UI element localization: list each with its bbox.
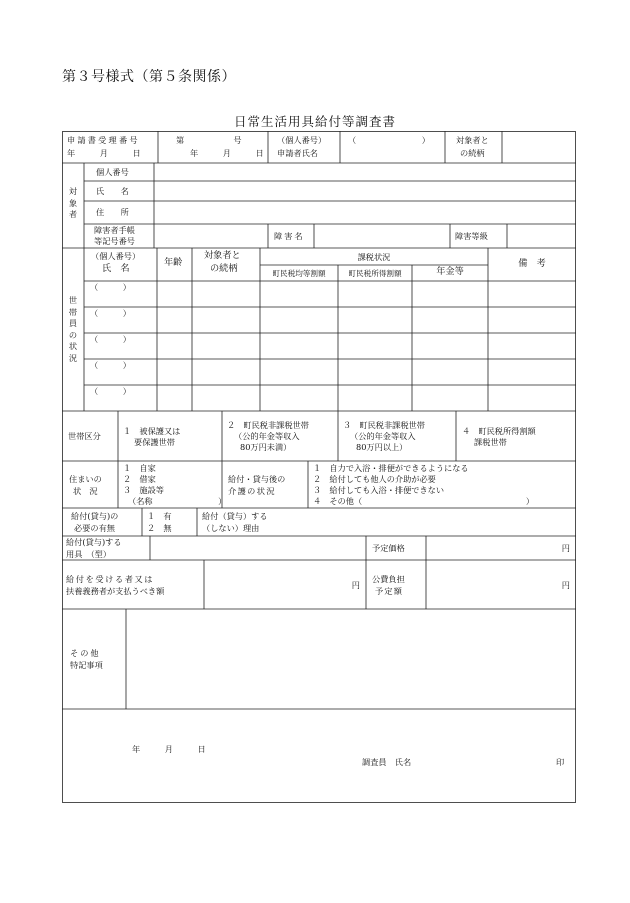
relation-label-1: 対象者と [456, 135, 489, 145]
housing-option-3: ３ 施設等 [123, 485, 164, 495]
applicant-name-label: 申請者氏名 [277, 148, 318, 158]
category-option-2b: （公的年金等収入 [234, 431, 300, 441]
care-status-label-1: 給付・貸与後の [228, 474, 286, 484]
receipt-date-field: 年 月 日 [190, 148, 264, 158]
category-option-4b: 課税世帯 [474, 437, 507, 447]
facility-name-field: （名称 ） [128, 496, 227, 506]
grant-need-label-1: 給付(貸与)の [71, 511, 119, 521]
household-row-5-paren: （ ） [90, 386, 131, 396]
housing-label-2: 状 況 [73, 486, 98, 496]
category-option-1a: １ 被保護又は [123, 426, 181, 436]
grant-item-label-1: 給付(貸与)する [66, 537, 122, 547]
applicant-personal-number-label: （個人番号） [277, 135, 327, 145]
grant-need-label-2: 必要の有無 [74, 523, 115, 533]
grant-item-label-2: 用具 （型） [66, 549, 112, 559]
col-notes: 備 考 [518, 258, 546, 269]
col-personal-number: （個人番号） [91, 251, 141, 261]
household-row-3-paren: （ ） [90, 334, 131, 344]
col-age: 年齢 [164, 257, 183, 268]
payment-yen: 円 [351, 580, 360, 590]
col-relation-1: 対象者と [204, 250, 241, 261]
form-number-heading: 第３号様式（第５条関係） [62, 69, 236, 85]
category-option-3a: ３ 町民税非課税世帯 [343, 420, 425, 430]
public-burden-label-1: 公費負担 [372, 574, 405, 584]
housing-label-1: 住まいの [69, 474, 102, 484]
survey-form [62, 131, 576, 803]
grant-reason-label-1: 給付（貸与）する [202, 511, 268, 521]
care-status-label-2: 介護の状況 [228, 486, 276, 496]
housing-option-1: １ 自家 [123, 463, 156, 473]
household-row-2-paren: （ ） [90, 308, 131, 318]
public-burden-label-2: 予定額 [375, 586, 404, 596]
handbook-label-2: 等記号番号 [94, 236, 135, 246]
col-tax-status: 課税状況 [357, 252, 391, 262]
care-option-3: ３ 給付しても入浴・排便できない [313, 485, 445, 495]
care-option-1: １ 自力で入浴・排便ができるようになる [313, 463, 469, 473]
col-tax-equal: 町民税均等割額 [272, 269, 326, 278]
col-relation-2: の続柄 [210, 263, 238, 274]
subject-address-label: 住 所 [96, 207, 129, 217]
category-option-4a: ４ 町民税所得割額 [462, 426, 536, 436]
handbook-label-1: 障害者手帳 [94, 225, 135, 235]
receipt-no-field: 第 号 [176, 135, 242, 145]
disability-grade-label: 障害等級 [455, 231, 488, 241]
household-row-1-paren: （ ） [90, 282, 131, 292]
subject-name-label: 氏 名 [96, 186, 129, 196]
payment-label-2: 扶養義務者が支払うべき額 [66, 586, 165, 596]
applicant-paren: （ ） [348, 135, 430, 145]
relation-label-2: の続柄 [460, 148, 485, 158]
disability-name-label: 障害名 [274, 231, 305, 241]
col-name: 氏 名 [102, 263, 130, 274]
payment-label-1: 給付を受ける者又は [66, 574, 155, 584]
document-title: 日常生活用具給付等調査書 [233, 114, 396, 129]
col-pension: 年金等 [436, 266, 464, 277]
grant-no-option: ２ 無 [147, 523, 172, 533]
category-option-3b: （公的年金等収入 [350, 431, 416, 441]
category-option-2c: 80万円未満） [240, 442, 292, 452]
care-option-4: ４ その他（ ） [313, 496, 535, 506]
subject-side-label: 対象者 [68, 186, 78, 219]
subject-personal-number-label: 個人番号 [96, 167, 129, 177]
planned-price-yen: 円 [561, 543, 570, 553]
receipt-date-label: 年 月 日 [67, 148, 141, 158]
grant-reason-label-2: （しない）理由 [202, 523, 260, 533]
investigator-name-label: 調査員 氏名 [362, 757, 412, 767]
remarks-label-2: 特記事項 [70, 660, 103, 670]
seal-mark: 印 [556, 757, 565, 767]
category-option-3c: 80万円以上） [356, 442, 408, 452]
survey-date-field: 年 月 日 [132, 744, 206, 754]
planned-price-label: 予定価格 [372, 543, 405, 553]
receipt-number-label: 申請書受理番号 [67, 135, 140, 145]
col-tax-income: 町民税所得割額 [348, 269, 402, 278]
household-category-label: 世帯区分 [68, 431, 101, 441]
remarks-label-1: その他 [70, 648, 101, 658]
housing-option-2: ２ 借家 [123, 474, 156, 484]
household-row-4-paren: （ ） [90, 360, 131, 370]
category-option-1b: 要保護世帯 [134, 437, 175, 447]
household-side-label: 世帯員の状況 [68, 295, 78, 363]
care-option-2: ２ 給付しても他人の介助が必要 [313, 474, 436, 484]
grant-yes-option: １ 有 [147, 511, 172, 521]
category-option-2a: ２ 町民税非課税世帯 [227, 420, 309, 430]
public-burden-yen: 円 [561, 580, 570, 590]
